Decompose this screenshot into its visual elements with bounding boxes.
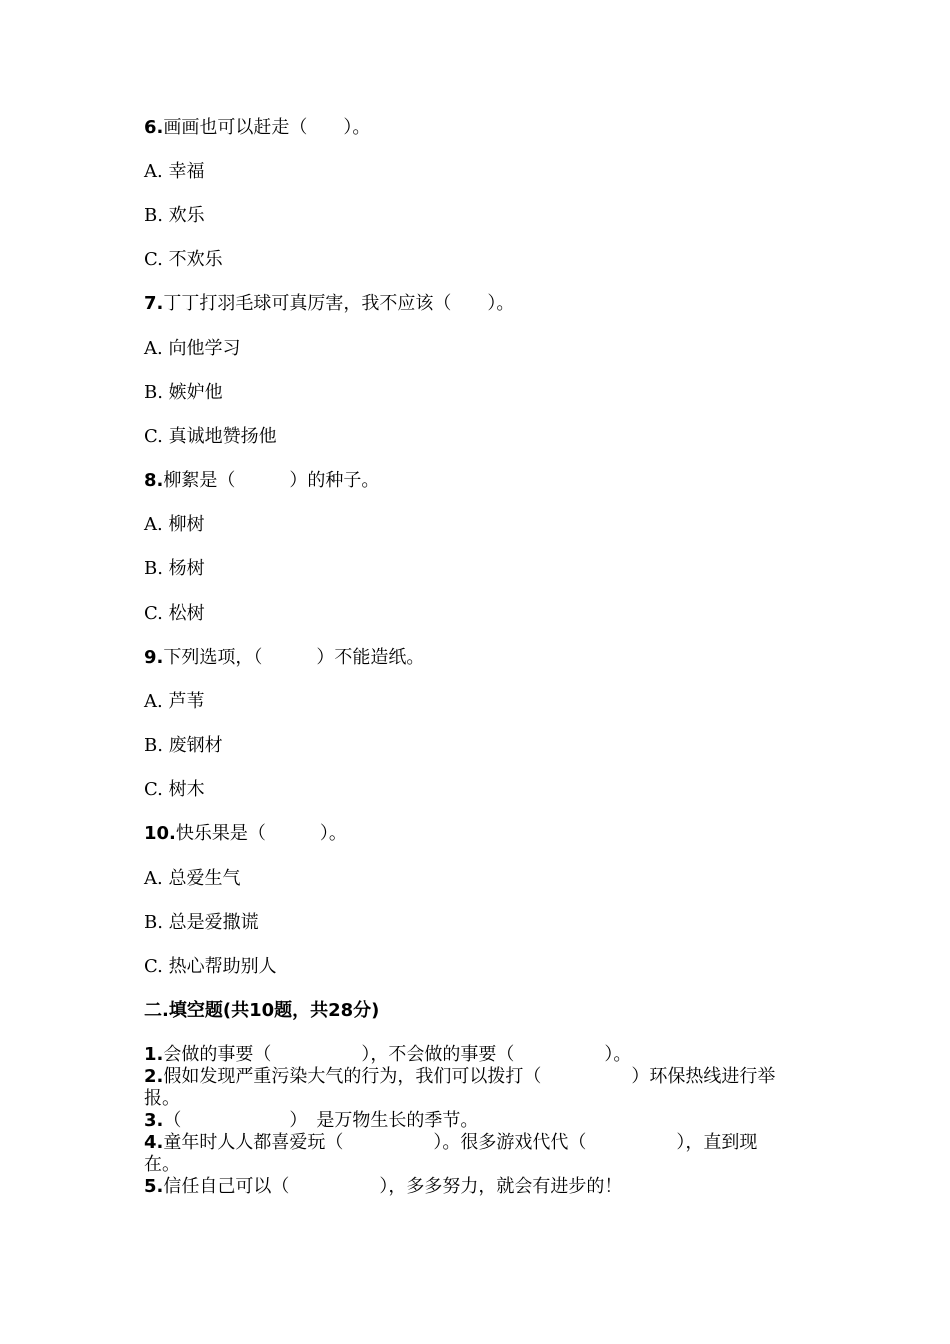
option-b: B. 嫉妒他: [144, 382, 223, 403]
fill-question-3: [144, 1110, 478, 1132]
question-number: 3.: [144, 1110, 164, 1131]
question-10: [144, 823, 347, 845]
question-8: [144, 470, 379, 492]
question-text: 下列选项，（ ）不能造纸。: [163, 647, 425, 668]
question-text: 童年时人人都喜爱玩（ ）。很多游戏代代（ ），直到现: [163, 1132, 758, 1153]
fill-question-2-continuation: 报。: [144, 1088, 180, 1109]
fill-question-5: [144, 1176, 622, 1198]
option-b: B. 欢乐: [144, 205, 205, 226]
question-text: 丁丁打羽毛球可真厉害，我不应该（ ）。: [163, 293, 515, 314]
section-title: 二.填空题(共10题，共28分): [144, 1000, 380, 1021]
question-text: 画画也可以赶走（ ）。: [163, 117, 371, 138]
question-number: 5.: [144, 1176, 164, 1197]
question-7: [144, 293, 514, 315]
question-text: （ ） 是万物生长的季节。: [163, 1110, 479, 1131]
option-a: A. 芦苇: [144, 691, 205, 712]
option-c: C. 不欢乐: [144, 249, 223, 270]
option-a: A. 向他学习: [144, 338, 241, 359]
fill-question-4: [144, 1132, 757, 1154]
question-number: 2.: [144, 1066, 164, 1087]
option-c: C. 热心帮助别人: [144, 956, 277, 977]
question-text: 柳絮是（ ）的种子。: [163, 470, 380, 491]
question-number: 9.: [144, 647, 164, 668]
option-a: A. 总爱生气: [144, 868, 241, 889]
option-b: B. 杨树: [144, 558, 205, 579]
question-text: 会做的事要（ ），不会做的事要（ ）。: [163, 1044, 632, 1065]
question-number: 6.: [144, 117, 164, 138]
option-c: C. 真诚地赞扬他: [144, 426, 277, 447]
question-number: 4.: [144, 1132, 164, 1153]
question-text: 信任自己可以（ ），多多努力，就会有进步的！: [163, 1176, 623, 1197]
question-number: 1.: [144, 1044, 164, 1065]
question-text: 假如发现严重污染大气的行为，我们可以拨打（ ）环保热线进行举: [163, 1066, 776, 1087]
option-c: C. 树木: [144, 779, 205, 800]
fill-question-2: [144, 1066, 775, 1088]
question-number: 10.: [144, 823, 176, 844]
question-number: 8.: [144, 470, 164, 491]
question-6: [144, 117, 370, 139]
question-text: 快乐果是（ ）。: [175, 823, 347, 844]
option-b: B. 废钢材: [144, 735, 223, 756]
fill-question-1: [144, 1044, 631, 1066]
option-c: C. 松树: [144, 603, 205, 624]
fill-question-4-continuation: 在。: [144, 1154, 180, 1175]
option-a: A. 幸福: [144, 161, 205, 182]
question-9: [144, 647, 424, 669]
question-number: 7.: [144, 293, 164, 314]
option-a: A. 柳树: [144, 514, 205, 535]
option-b: B. 总是爱撒谎: [144, 912, 259, 933]
